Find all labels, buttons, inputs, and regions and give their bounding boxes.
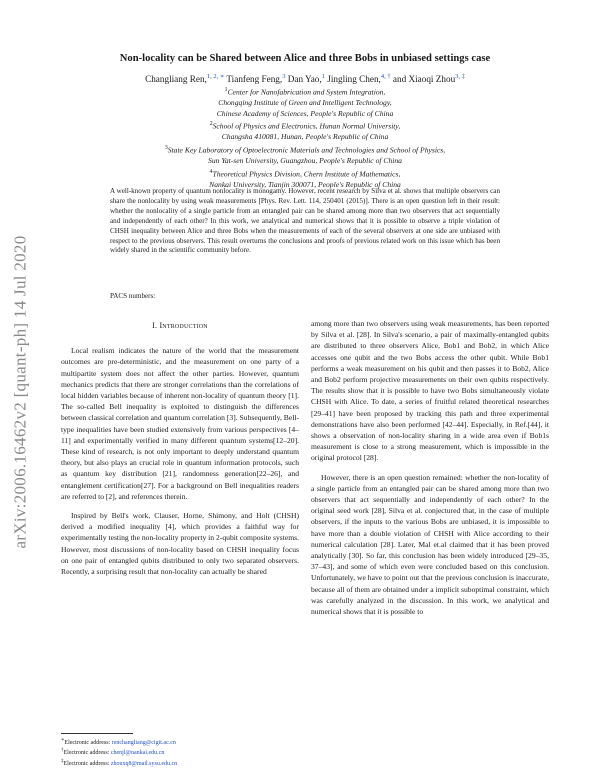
affiliation-line: Nankai University, Tianjin 300071, People's Republic of China: [209, 179, 401, 189]
right-column: [311, 318, 549, 617]
author-mark[interactable]: 3: [282, 73, 286, 80]
affiliation-line: Changsha 410081, Hunan, People's Republic of China: [221, 132, 389, 142]
footnote: [61, 758, 301, 768]
arxiv-stamp: [9, 192, 33, 592]
body-paragraph: Local realism indicates the nature of the world that the measurement outcomes are pre-deterministic, and the measurement on one party of a multipartite system does not affect the other parties. However, quantum mechanics predicts that there are stronger correlations than the correlations of local hidden variables because of inherent non-locality of quantum theory [1]. The so-called Bell inequality is exploited to distinguish the differences between classical correlation and quantum correlation [3]. Subsequently, Bell-type inequalities have been studied extensively from various perspectives [4–11] and experimentally verified in many different quantum systems[12–20]. These kind of research, is not only important to deeply understand quantum theory, but also plays an crucial role in quantum information protocols, such as quantum key distribution [21], randomness generation[22–26], and entanglement certification[27]. For a background on Bell inequalities readers are referred to [2], and references therein.: [61, 346, 299, 501]
author-mark[interactable]: 1: [321, 73, 325, 80]
affiliation: [60, 119, 550, 132]
affiliation: [60, 143, 550, 156]
footnote: [61, 747, 301, 757]
section-title: Introduction: [159, 321, 208, 330]
affiliations: [60, 85, 550, 190]
paper-title: Non-locality can be Shared between Alice and three Bobs in unbiased settings case: [119, 53, 491, 64]
affiliation-number: 1: [224, 87, 228, 93]
footnote-symbol: ∗: [61, 738, 65, 743]
author-list: [60, 72, 550, 84]
pacs-numbers: PACS numbers:: [110, 292, 156, 300]
affiliation-line: Chongqing Institute of Green and Intelligent Technology,: [218, 98, 392, 108]
affiliation-line: Chinese Academy of Sciences, People's Republic of China: [216, 108, 394, 118]
author-mark[interactable]: 3, ‡: [455, 73, 465, 80]
section-heading: [61, 320, 299, 331]
author-name: and Xiaoqi Zhou: [390, 74, 456, 85]
arxiv-identifier[interactable]: arXiv:2006.16462v2 [quant-ph] 14 Jul 2020: [11, 235, 31, 549]
author-mark[interactable]: 4, †: [380, 73, 391, 80]
affiliation-line: Center for Nanofabrication and System Integration,: [227, 87, 386, 97]
footnote-label: Electronic address:: [63, 750, 111, 757]
author-name: Dan Yao,: [285, 74, 322, 85]
affiliation-line: Sun Yat-sen University, Guangzhou, People's Republic of China: [208, 156, 402, 166]
email-link[interactable]: chenjl@nankai.edu.cn: [110, 750, 165, 757]
affiliation: [60, 85, 550, 98]
footnote: [61, 737, 301, 747]
author-mark[interactable]: 1, 2, ∗: [206, 73, 225, 80]
body-paragraph: among more than two observers using weak measurements, has been reported by Silva et al. [28]. In Silva's scenario, a pair of maximally-entangled qubits are distributed to three observers Alice, Bob1 and Bob2, in which Alice accesses one qubit and the two Bobs access the other qubit. While Bob1 performs a weak measurement on his qubit and then passes it to Bob2, Alice and Bob2 perform projective measurements on their own qubits respectively. The results show that it is possible to have two Bobs simultaneously violate CHSH with Alice. To date, a series of fruitful related theoretical researches [29–41] have been proposed by tracking this path and three experimental demonstrations have also been performed [42–44]. Especially, in Ref.[44], it shows a observation of non-locality sharing in a wide area even if Bob1s measurement is close to a strong measurement, which is impossible in the original protocol [28].: [311, 319, 549, 463]
footnote-symbol: †: [61, 748, 64, 754]
footnote-symbol: ‡: [61, 758, 64, 764]
author-name: Jingling Chen,: [324, 74, 381, 85]
affiliation: [60, 167, 550, 180]
author-name: Tianfeng Feng,: [224, 74, 283, 85]
affiliation-line: State Key Laboratory of Optoelectronic Materials and Technologies and School of Physics,: [167, 145, 446, 155]
left-column: [61, 320, 299, 577]
email-link[interactable]: renchangliang@cigit.ac.cn: [111, 740, 176, 746]
affiliation-number: 4: [209, 168, 213, 175]
body-paragraph: However, there is an open question remained: whether the non-locality of a single particle from an entangled pair can be shared among more than two observers that act sequentially and independently of each other? In the original seed work [28], Silva et al. conjectured that, in the case of multiple observers, if the inputs to the various Bobs are unbiased, it is impossible to have more than a double violation of CHSH with Alice according to their numerical calculation [28]. Later, Mal et.al claimed that it has been proved analytically [30]. So far, this conclusion has been widely introduced [29–35, 37–43], and some of which even were concluded based on this conclusion. Unfortunately, we have to point out that the previous conclusion is inaccurate, because all of them are obtained under a implicit suboptimal constraint, which was carefully analyzed in the discussion. In this work, we analytical and numerical shows that it is possible to: [311, 472, 549, 617]
body-paragraph: Inspired by Bell's work, Clauser, Horne, Shimony, and Holt (CHSH) derived a modified inequality [4], which provides a faithful way for experimentally testing the non-locality property in 2-qubit composite systems. However, most discussions of non-locality based on CHSH inequality focus on one pair of entangled qubits distributed to only two separated observers. Recently, a surprising result that non-locality can actually be shared: [61, 511, 299, 577]
email-link[interactable]: zhouxq8@mail.sysu.edu.cn: [110, 760, 178, 767]
affiliation-number: 2: [209, 121, 213, 128]
abstract: A well-known property of quantum nonlocality is monogamy. However, recent research by Silva et al. shows that multiple observers can share the nonlocality by using weak measurements [Phys. Rev. Lett. 114, 250401 (2015)]. There is an open question left in their result: whether the nonlocality of a single particle from an entangled pair can be shared among more than two observers that act sequentially and independently of each other? In this work, we analytical and numerical shows that it is possible to observe a triple violation of CHSH inequality between Alice and three Bobs when the measurements of each of the several observers at one side are unbiased with respect to the previous observers. This result overturns the conclusions and proofs of previous related work on this issue which has been widely shared in the scientific community before.: [110, 187, 500, 255]
affiliation-line: School of Physics and Electronics, Hunan Normal University,: [212, 121, 401, 131]
footnotes: [61, 737, 301, 768]
footnote-label: Electronic address:: [64, 740, 112, 746]
footnote-rule: [61, 733, 133, 734]
affiliation-line: Theoretical Physics Division, Chern Institute of Mathematics,: [212, 169, 401, 179]
footnote-label: Electronic address:: [63, 760, 111, 767]
author-name: Changliang Ren,: [145, 74, 207, 85]
affiliation-number: 3: [164, 145, 168, 152]
section-number: I.: [152, 321, 158, 330]
